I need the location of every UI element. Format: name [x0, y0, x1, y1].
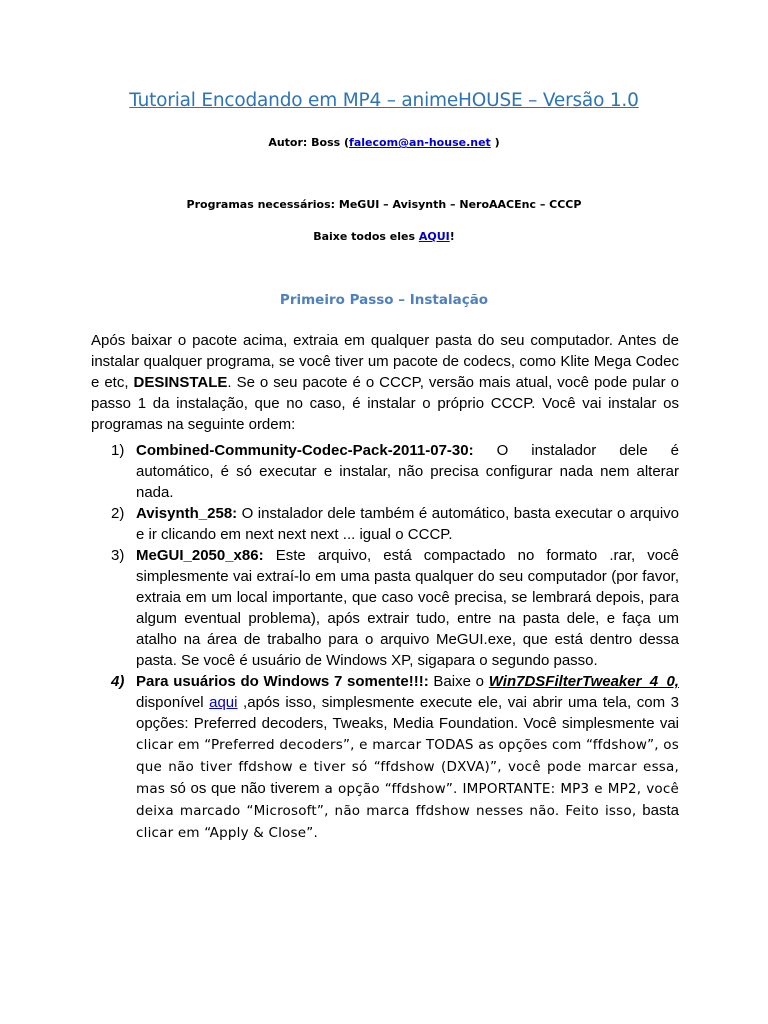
step-4	[91, 671, 679, 844]
section-heading: Primeiro Passo – Instalação	[279, 292, 489, 308]
step-program-name: MeGUI_2050_x86:	[136, 547, 264, 564]
step-text-c: ,após isso, simplesmente execute ele, vai abrir uma tela, com 3 opções: Preferred decoders, Tweaks, Media Foundation. Você simplesmente vai	[136, 694, 679, 732]
document-title: Tutorial Encodando em MP4 – animeHOUSE – Versão 1.0	[129, 90, 639, 111]
intro-text-2: . Se o seu pacote é o CCCP, versão mais atual, você pode pular o passo 1 da instalação, que no caso, é instalar o próprio CCCP. Você vai instalar os programas na seguinte ordem:	[91, 374, 679, 433]
step-number: 4)	[111, 673, 125, 690]
required-programs-line: Programas necessários: MeGUI – Avisynth – NeroAACEnc – CCCP	[186, 198, 582, 211]
download-line	[0, 230, 768, 243]
step-1	[91, 440, 679, 503]
step-number: 2)	[111, 505, 125, 522]
step-download-link[interactable]: aqui	[209, 694, 238, 711]
step-heading: Para usuários do Windows 7 somente!!!:	[136, 673, 429, 690]
step-text: O instalador dele também é automático, basta executar o arquivo e ir clicando em next next next ... igual o CCCP.	[136, 505, 679, 543]
step-text-f: a opção “ffdshow”. IMPORTANTE: MP3 e MP2, você deixa marcado “Microsoft”, não marca ffdshow nesses não. Feito isso,	[136, 781, 679, 819]
step-text-h: clicar em “Apply & Close”.	[136, 825, 318, 841]
step-text-b: disponível	[136, 694, 210, 711]
intro-paragraph	[91, 330, 679, 435]
step-text: O instalador dele é automático, é só executar e instalar, não precisa configurar nada nem alterar nada.	[136, 442, 679, 501]
install-steps-list	[91, 440, 679, 844]
author-suffix: )	[490, 136, 500, 149]
download-link[interactable]: AQUI	[418, 230, 450, 243]
step-text-g: basta	[642, 802, 679, 819]
step-text: Este arquivo, está compactado no formato .rar, você simplesmente vai extraí-lo em uma pasta qualquer do seu computador (por favor, extraia em um local importante, que caso você precisa, se lembrará depois, para algum eventual problema), após extrair tudo, entre na pasta dele, e faça um atalho na área de trabalho para o arquivo MeGUI.exe, que está dentro dessa pasta. Se você é usuário de Windows XP, sigapara o segundo passo.	[136, 547, 679, 669]
intro-bold-text: DESINSTALE	[133, 374, 228, 391]
step-2	[91, 503, 679, 545]
step-number: 1)	[111, 442, 125, 459]
download-prefix: Baixe todos eles	[313, 230, 419, 243]
author-prefix: Autor: Boss (	[268, 136, 350, 149]
step-text-a: Baixe o	[428, 673, 489, 690]
author-email-link[interactable]: falecom@an-house.net	[349, 136, 491, 149]
step-text-e: só os que não tiverem	[170, 780, 320, 797]
step-filename: Win7DSFilterTweaker_4_0,	[488, 673, 679, 690]
author-line	[0, 136, 768, 149]
download-suffix: !	[449, 230, 455, 243]
intro-text-1: Após baixar o pacote acima, extraia em qualquer pasta do seu computador. Antes de instalar qualquer programa, se você tiver um pacote de codecs, como Klite Mega Codec e etc,	[91, 332, 679, 391]
step-text-d: clicar em “Preferred decoders”, e marcar TODAS as opções com “ffdshow”, os que não tiver ffdshow e tiver só “ffdshow (DXVA)”, você pode marcar essa, mas	[136, 737, 679, 797]
step-program-name: Combined-Community-Codec-Pack-2011-07-30:	[136, 442, 474, 459]
step-program-name: Avisynth_258:	[136, 505, 238, 522]
step-number: 3)	[111, 547, 125, 564]
step-3	[91, 545, 679, 671]
